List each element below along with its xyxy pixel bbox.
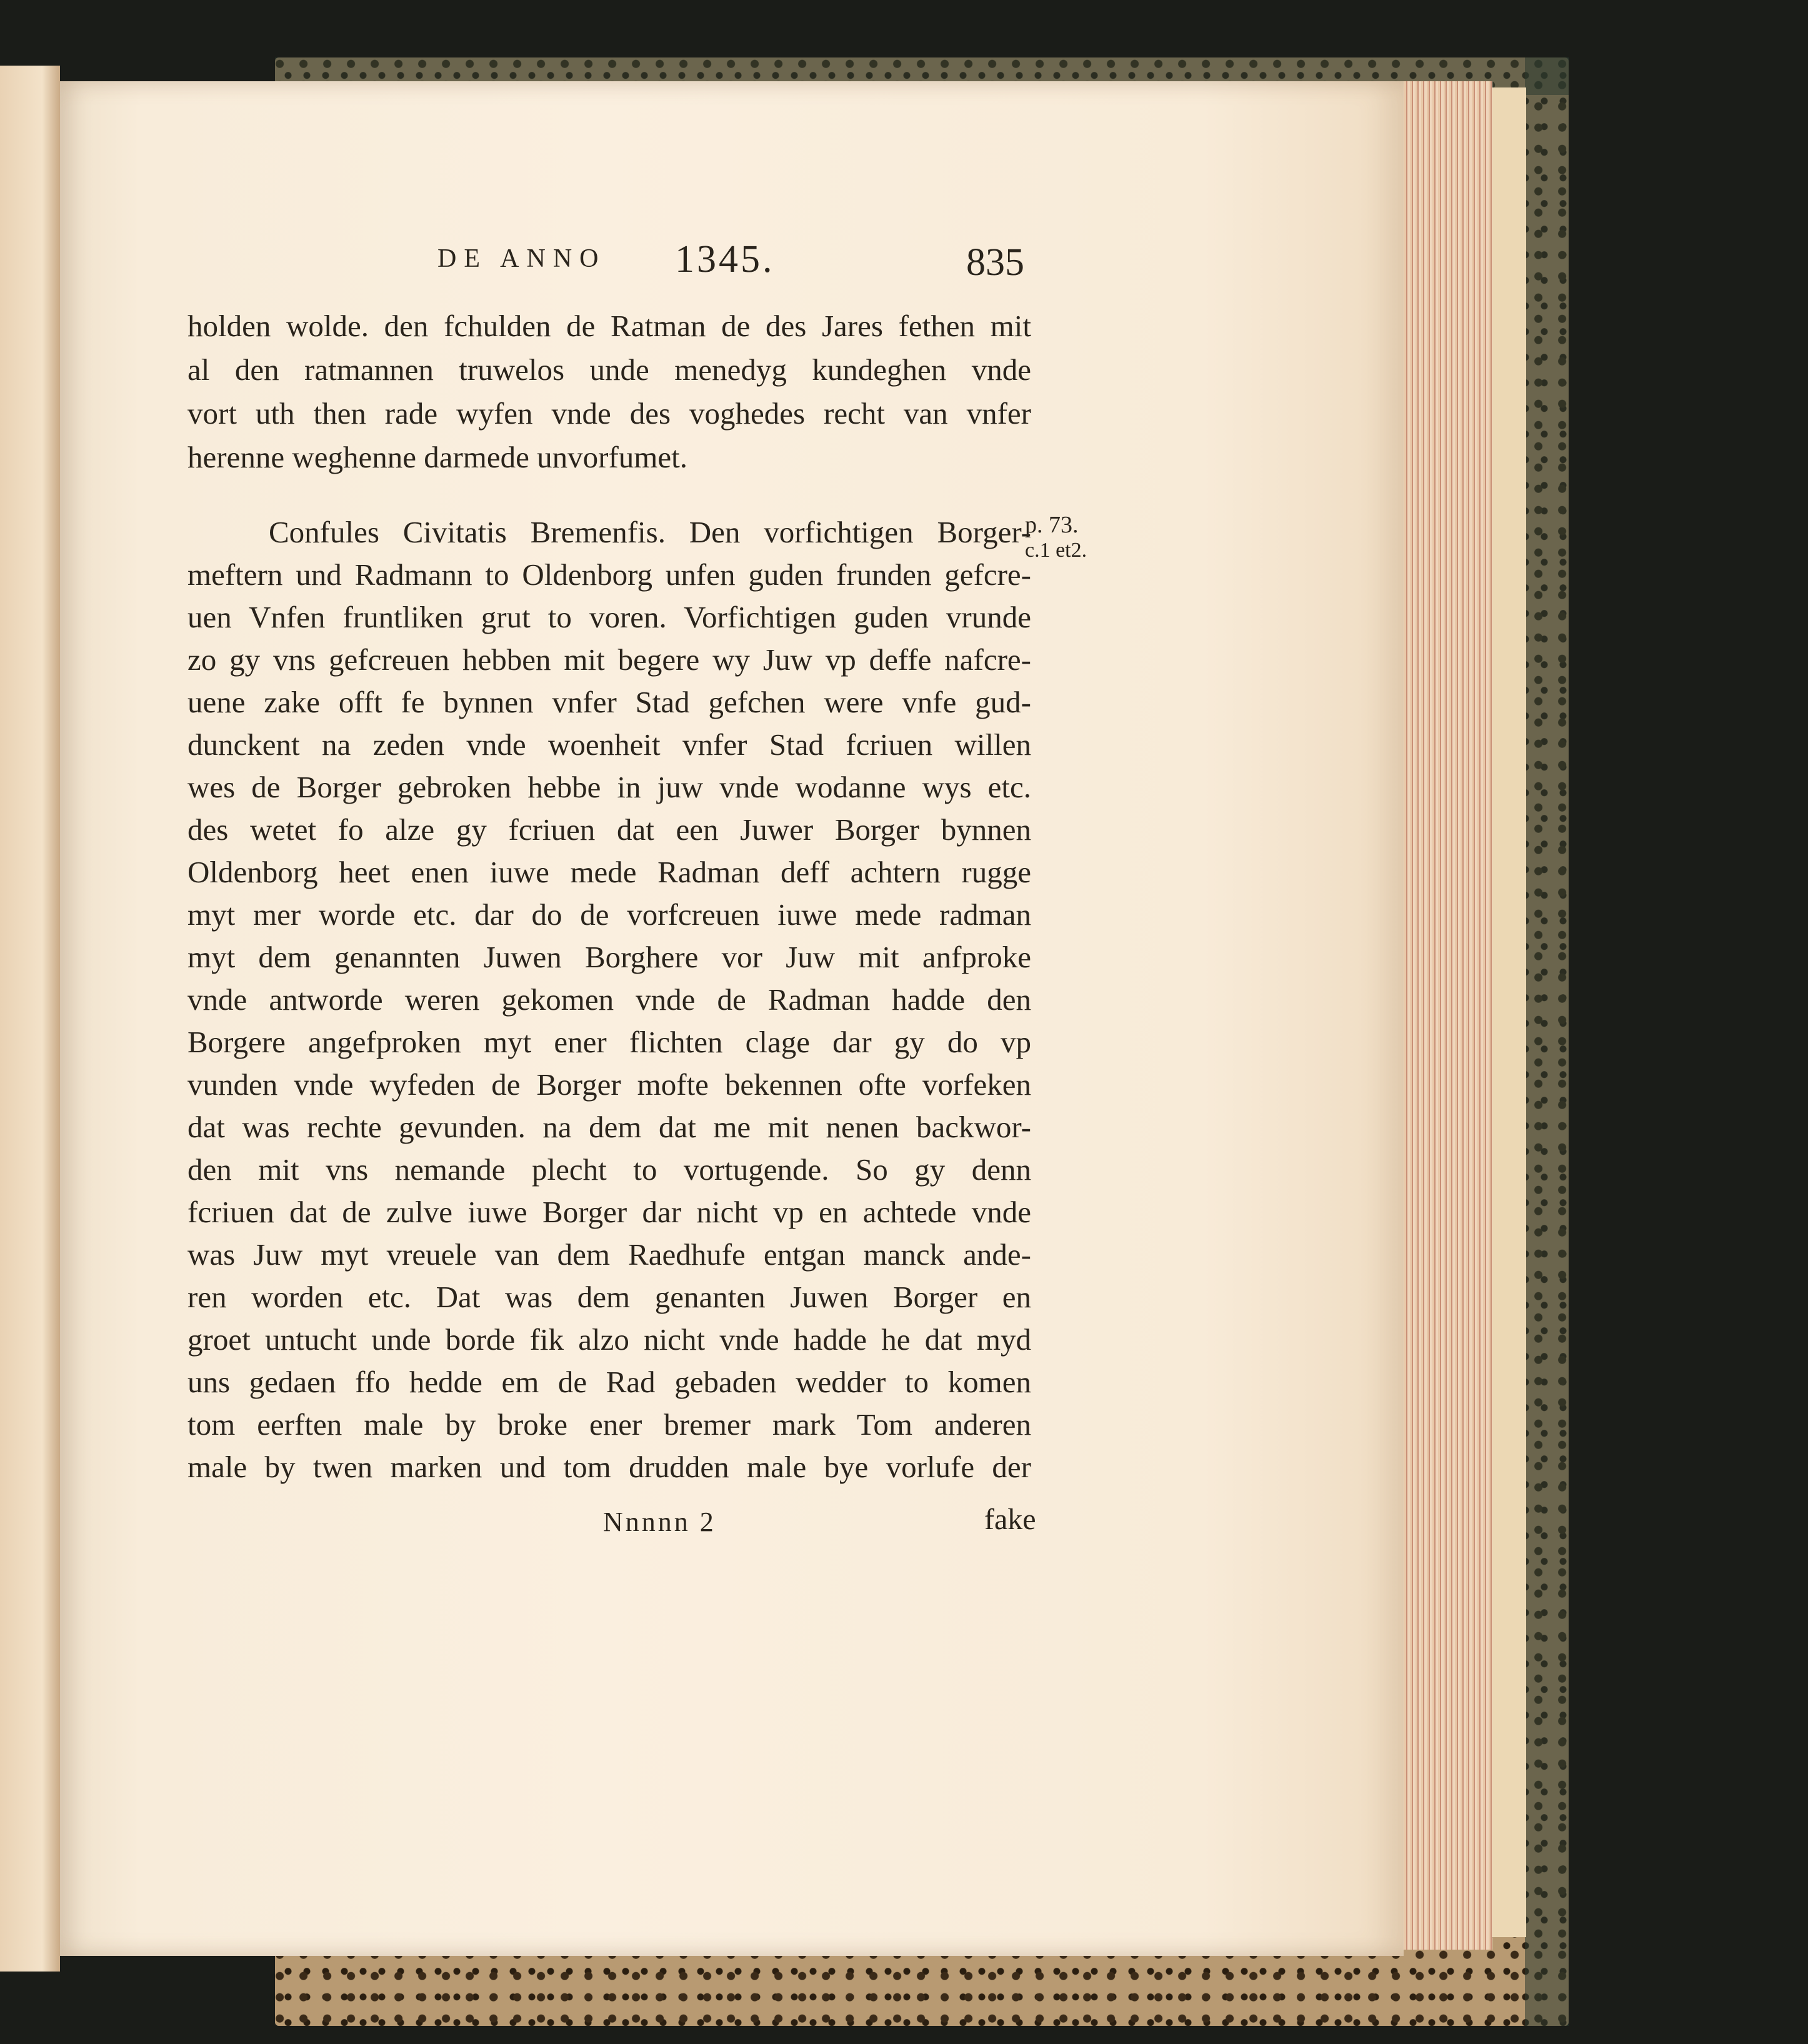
facing-page-edge: [0, 66, 60, 1972]
text-line: Confules Civitatis Bremenfis. Den vorfichtigen Borger-: [269, 515, 1031, 549]
signature-mark: Nnnnn 2: [603, 1507, 716, 1537]
text-line: Oldenborg heet enen iuwe mede Radman deff achtern rugge: [187, 855, 1031, 889]
text-line: dunckent na zeden vnde woenheit vnfer Stad fcriuen willen: [187, 727, 1031, 762]
text-line: was Juw myt vreuele van dem Raedhufe entgan manck ande-: [187, 1237, 1031, 1272]
catchword: fake: [984, 1503, 1036, 1536]
text-line: herenne weghenne darmede unvorfumet.: [187, 440, 687, 474]
page-block-cream: [1491, 87, 1526, 1937]
text-line: al den ratmannen truwelos unde menedyg kundeghen vnde: [187, 352, 1031, 387]
text-line: holden wolde. den fchulden de Ratman de des Jares fethen mit: [187, 309, 1031, 343]
text-line: ren worden etc. Dat was dem genanten Juwen Borger en: [187, 1280, 1031, 1314]
running-head: DE ANNO: [437, 244, 606, 273]
text-line: vort uth then rade wyfen vnde des voghedes recht van vnfer: [187, 396, 1031, 431]
text-line: myt mer worde etc. dar do de vorfcreuen iuwe mede radman: [187, 897, 1031, 932]
text-line: uns gedaen ffo hedde em de Rad gebaden wedder to komen: [187, 1365, 1031, 1399]
text-line: groet untucht unde borde fik alzo nicht vnde hadde he dat myd: [187, 1322, 1031, 1357]
text-line: Borgere angefproken myt ener flichten clage dar gy do vp: [187, 1025, 1031, 1059]
text-line: dat was rechte gevunden. na dem dat me mit nenen backwor-: [187, 1110, 1031, 1144]
page-block-edges: [1397, 81, 1492, 1950]
text-line: des wetet fo alze gy fcriuen dat een Juwer Borger bynnen: [187, 812, 1031, 847]
text-line: uene zake offt fe bynnen vnfer Stad gefchen were vnfe gud-: [187, 685, 1031, 719]
text-line: meftern und Radmann to Oldenborg unfen guden frunden gefcre-: [187, 557, 1031, 592]
running-head-year: 1345.: [675, 238, 775, 281]
text-line: vnde antworde weren gekomen vnde de Radman hadde den: [187, 982, 1031, 1017]
text-line: fcriuen dat de zulve iuwe Borger dar nicht vp en achtede vnde: [187, 1195, 1031, 1229]
text-line: tom eerften male by broke ener bremer mark Tom anderen: [187, 1407, 1031, 1442]
text-line: wes de Borger gebroken hebbe in juw vnde wodanne wys etc.: [187, 770, 1031, 804]
margin-note-page-ref: p. 73.: [1025, 512, 1079, 538]
cover-edge-right: [1525, 57, 1569, 2026]
text-line: den mit vns nemande plecht to vortugende. So gy denn: [187, 1152, 1031, 1187]
text-line: zo gy vns gefcreuen hebben mit begere wy Juw vp deffe nafcre-: [187, 642, 1031, 677]
text-line: male by twen marken und tom drudden male bye vorlufe der: [187, 1450, 1031, 1484]
text-line: vunden vnde wyfeden de Borger mofte bekennen ofte vorfeken: [187, 1067, 1031, 1102]
page-number: 835: [966, 241, 1024, 284]
text-line: uen Vnfen fruntliken grut to voren. Vorfichtigen guden vrunde: [187, 600, 1031, 634]
text-line: myt dem genannten Juwen Borghere vor Juw mit anfproke: [187, 940, 1031, 974]
margin-note-chapter-ref: c.1 et2.: [1025, 539, 1087, 562]
